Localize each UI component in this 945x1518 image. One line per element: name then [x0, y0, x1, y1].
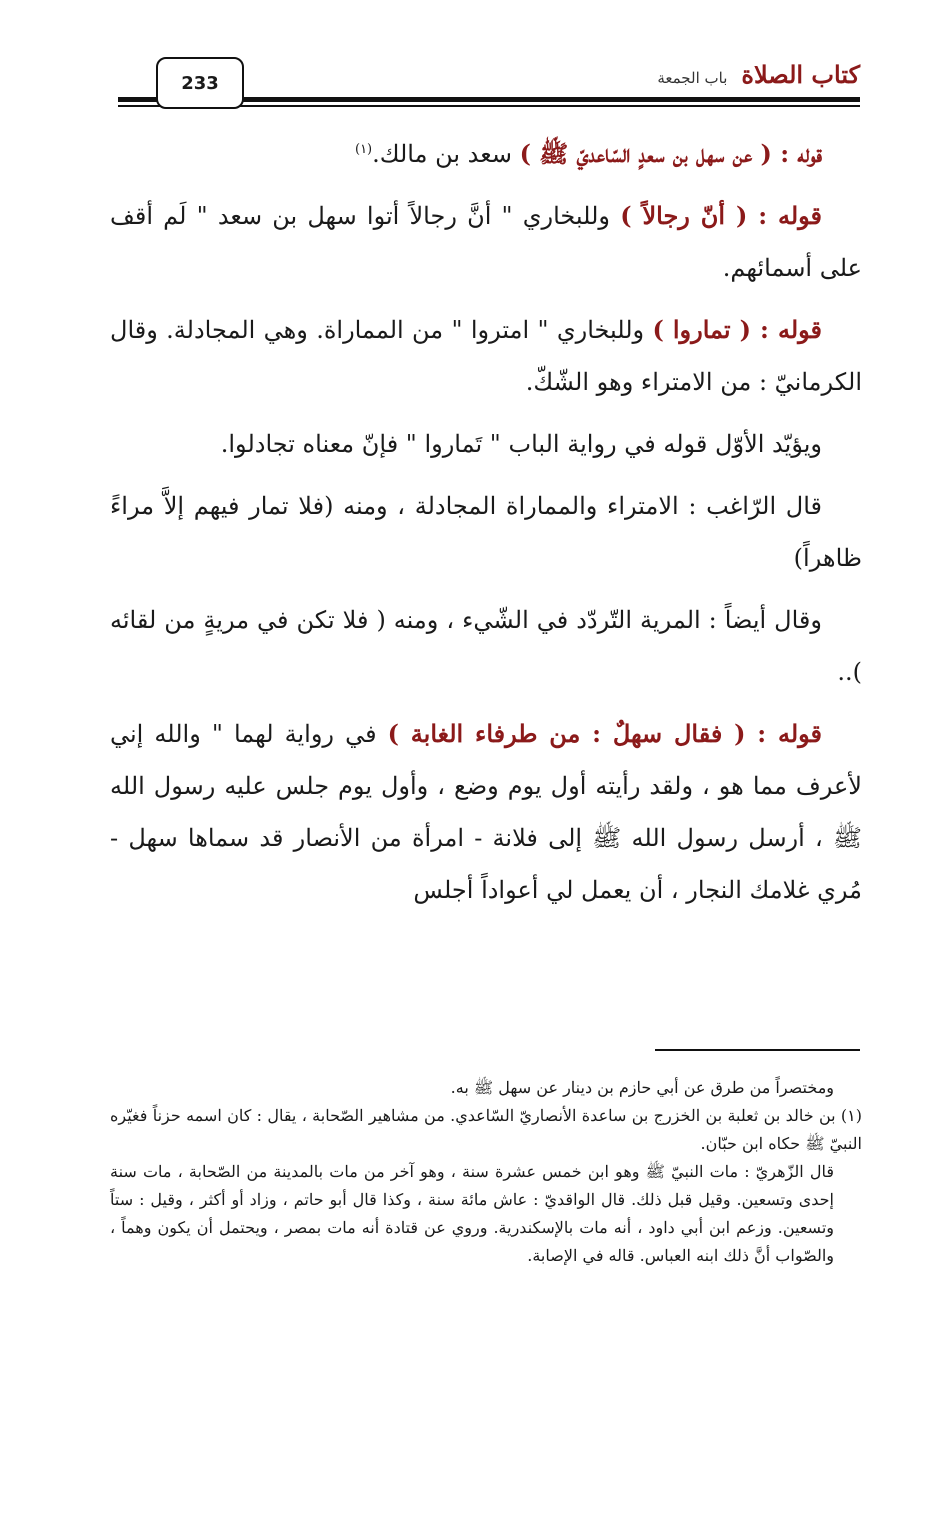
quote-label: قوله : ( عن سهل بن سعدٍ السّاعديّ ﷺ ) [519, 139, 822, 168]
footnote-continuation: ومختصراً من طرق عن أبي حازم بن دينار عن سهل ﷺ به. [450, 1078, 834, 1097]
paragraph-4: ويؤيّد الأوّل قوله في رواية الباب " تَماروا " فإنّ معناه تجادلوا. [220, 430, 822, 458]
footnote-marker: (١) [840, 1106, 862, 1125]
paragraph-7 [110, 708, 862, 916]
chapter-title: باب الجمعة [657, 69, 728, 87]
paragraph-text: وللبخاري " امتروا " من المماراة. وهي المجادلة. وقال الكرمانيّ : من الامتراء وهو الشّكّ. [110, 316, 862, 396]
footnote-text: بن خالد بن ثعلبة بن الخزرج بن ساعدة الأنصاريّ السّاعدي. من مشاهير الصّحابة ، يقال : كان اسمه حزناً فغيّره النبيّ ﷺ حكاه ابن حبّان. [110, 1106, 862, 1153]
paragraph-text: في رواية لهما " والله إني لأعرف مما هو ، ولقد رأيته أول يوم وضع ، وأول يوم جلس عليه رسول الله ﷺ ، أرسل رسول الله ﷺ إلى فلانة - امرأة من الأنصار قد سماها سهل - مُري غلامك النجار ، أن يعمل لي أعواداً أجلس [110, 720, 862, 904]
footnote-separator [655, 1049, 860, 1051]
main-text [110, 128, 862, 916]
page-header [118, 55, 860, 110]
book-title: كتاب الصلاة [741, 60, 860, 89]
paragraph-2 [110, 190, 862, 294]
footnotes [110, 1074, 862, 1270]
paragraph-3 [110, 304, 862, 408]
page-number: 233 [156, 57, 244, 109]
paragraph-text: وللبخاري " أنَّ رجالاً أتوا سهل بن سعد " لَم أقف على أسمائهم. [110, 202, 862, 282]
footnote-ref: (١) [354, 142, 373, 157]
running-head [657, 55, 860, 95]
quote-label: قوله : ( تماروا ) [652, 315, 822, 344]
quote-label: قوله : ( أنّ رجالاً ) [620, 201, 822, 230]
footnote-1-para-2: قال الزّهريّ : مات النبيّ ﷺ وهو ابن خمس عشرة سنة ، وهو آخر من مات بالمدينة من الصّحابة ، مات سنة إحدى وتسعين. وقيل قبل ذلك. قال الواقديّ : عاش مائة سنة ، وكذا قال أبو حاتم ، وزاد أو أكثر ، وقيل : ستاً وتسعين. وزعم ابن أبي داود ، أنه مات بالإسكندرية. وروي عن قتادة أنه مات بمصر ، ويحتمل أن يكون وهماً ، والصّواب أنَّ ذلك ابنه العباس. قاله في الإصابة. [110, 1162, 835, 1265]
paragraph-1 [110, 128, 862, 180]
paragraph-5: قال الرّاغب : الامتراء والمماراة المجادلة ، ومنه (فلا تمار فيهم إلاَّ مراءً ظاهراً) [110, 492, 862, 572]
paragraph-text: سعد بن مالك. [372, 140, 520, 168]
footnote-1 [110, 1102, 862, 1158]
paragraph-6: وقال أيضاً : المرية التّردّد في الشّيء ، ومنه ( فلا تكن في مريةٍ من لقائه ).. [110, 606, 862, 686]
quote-label: قوله : ( فقال سهلٌ : من طرفاء الغابة ) [387, 719, 822, 748]
